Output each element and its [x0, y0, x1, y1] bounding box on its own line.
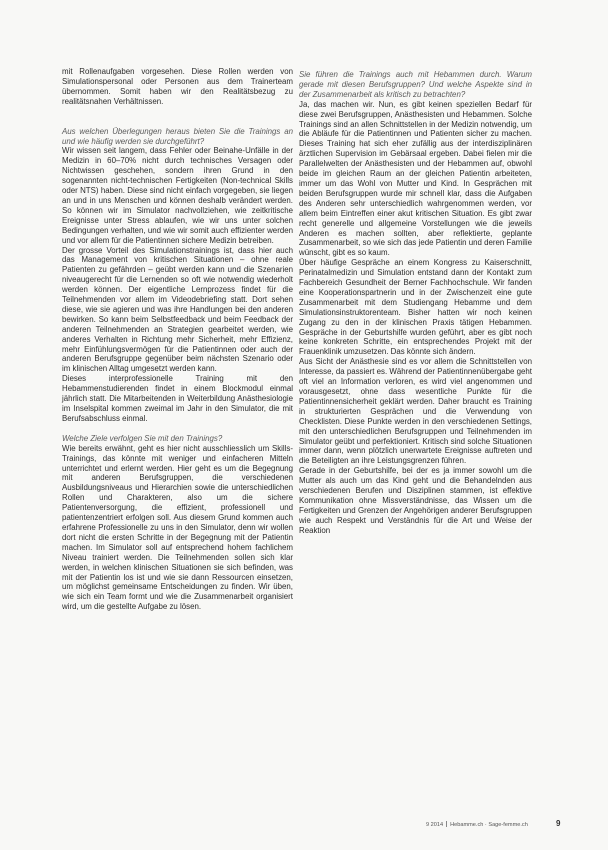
- article-paragraph: Gerade in der Geburtshilfe, bei der es ja immer sowohl um die Mutter als auch um das Kind geht und die Behandelnden aus verschiedenen Berufen und Disziplinen stammen, ist effektive Kommunikation ohne Missverständnisse, das Wissen um die Fertigkeiten und Grenzen der Angehörigen anderer Berufsgruppen wie auch Respekt und Verständnis für die Art und Weise der Reaktion: [299, 466, 532, 535]
- article-paragraph: Über häufige Gespräche an einem Kongress zu Kaiserschnitt, Perinatalmedizin und Simulation entstand dann der Kontakt zum Fachbereich Gesundheit der Berner Fachhochschule. Wir fanden eine Kooperationspartnerin und in der Zwischenzeit eine gute Zusammenarbeit mit dem Studiengang Hebamme und dem Simulationsinstruktorenteam. Bisher hatten wir noch keinen Zugang zu den in der klinischen Praxis tätigen Hebammen. Gespräche in der Geburtshilfe wurden geführt, aber es gibt noch keine konkreten Schritte, ein entsprechendes Projekt mit der Frauenklinik umzusetzen. Das könnte sich ändern.: [299, 258, 532, 357]
- article-paragraph: Ja, das machen wir. Nun, es gibt keinen speziellen Bedarf für diese zwei Berufsgruppen, Anästhesisten und Hebammen. Solche Trainings sind an allen Schnittstellen in der Medizin notwendig, um die Abläufe für die Patientinnen und Patienten sicher zu machen. Dieses Training hat sich eher zufällig aus der interdisziplinären ärztlichen Supervision im Gebärsaal ergeben. Dabei fielen mir die Parallelwelten der Anästhesisten und der Hebammen auf, obwohl beide im gleichen Raum an der gleichen Patientin arbeiteten, immer um das Wohl von Mutter und Kind. In Gesprächen mit beiden Berufsgruppen wurde mir schnell klar, dass die Aufgaben des Anderen sehr unterschiedlich wahrgenommen werden, vor allem beim Eintreffen einer akut kritischen Situation. Es gibt zwar recht generelle und allgemeine Vorstellungen wie die jeweils Anderen es machen sollten, aber reflektierte, geplante Zusammenarbeit, so wie sich das jede Patientin und deren Familie wünscht, gibt es so kaum.: [299, 99, 532, 258]
- article-paragraph: Wir wissen seit langem, dass Fehler oder Beinahe-Unfälle in der Medizin in 60–70% nicht durch technisches Versagen oder Nichtwissen geschehen, sondern ihren Grund in den sogenannten nicht-technischen Fertigkeiten (Non-technical Skills oder NTS) haben. Diese sind nicht einfach vorgegeben, sie liegen an und in uns Menschen und können deshalb verändert werden. So können wir im Simulator nachvollziehen, wie zeitkritische Ereignisse unter Stress ablaufen, wie wir uns unter solchen Bedingungen verhalten, und wie wir somit auch effizienter werden und vor allem für die Patientinnen sichere Medizin betreiben.: [62, 146, 293, 245]
- publication-name: Hebamme.ch · Sage-femme.ch: [450, 822, 528, 828]
- interview-question: Aus welchen Überlegungen heraus bieten Sie die Trainings an und wie häufig werden sie durchgeführt?: [62, 126, 293, 146]
- footer-divider: [446, 821, 447, 827]
- page-number: 9: [556, 819, 561, 828]
- article-paragraph: Dieses interprofessionelle Training mit den Hebammenstudierenden findet in einem Blockmodul einmal jährlich statt. Die Mitarbeitenden in Weiterbildung Anästhesiologie im Inselspital kommen zweimal im Jahr in den Simulator, die mit Berufsabschluss einmal.: [62, 374, 293, 423]
- interview-question: Welche Ziele verfolgen Sie mit den Trainings?: [62, 433, 223, 443]
- right-text-column: [299, 70, 532, 536]
- article-paragraph: Wie bereits erwähnt, geht es hier nicht ausschliesslich um Skills-Trainings, das könnte mit weniger und einfacheren Mitteln unterrichtet und erlernt werden. Hier geht es um die Begegnung mit anderen Berufsgruppen, die verschiedenen Ausbildungsniveaus und Hierarchien sowie die unterschiedlichen Rollen und Charakteren, also um die sichere Patientenversorgung, die effizient, professionell und patientenzentriert erfolgen soll. Aus diesem Grund kommen auch erfahrene Professionelle zu uns in den Simulator, denn wir wollen dort nicht die ersten Schritte in der Begegnung mit der Patientin machen. Im Simulator soll auf entsprechend hohem fachlichem Niveau trainiert werden. Die Teilnehmenden sollen sich klar werden, in welchen klinischen Situationen sie sich befinden, was mit der Patientin los ist und wie sie dann Ressourcen einsetzen, um möglichst gemeinsame Entscheidungen zu finden. Wir üben, wie sich ein Team formt und wie die Zusammenarbeit organisiert wird, um die gestellte Aufgabe zu lösen.: [62, 443, 293, 612]
- article-paragraph: Aus Sicht der Anästhesie sind es vor allem die Schnittstellen von Interesse, da passiert es. Während der Patientinnenübergabe geht oft viel an Information verloren, es wird viel angenommen und vorausgesetzt, ohne dass wesentliche Punkte für die Patientinnensicherheit geklärt werden. Daher braucht es Training in strukturierten Gesprächen und die Verwendung von Checklisten. Diese Punkte werden in den verschiedenen Settings, mit den unterschiedlichen Berufsgruppen und Teilnehmenden im Simulator geübt und perfektioniert. Kritisch sind solche Situationen immer dann, wenn plötzlich unerwartete Ereignisse auftreten und die Beteiligten an ihre Leistungsgrenzen führen.: [299, 357, 532, 466]
- page-footer: [426, 821, 528, 829]
- interview-question: Sie führen die Trainings auch mit Hebammen durch. Warum gerade mit diesen Berufsgruppen? Und welche Aspekte sind in der Zusammenarbeit als kritisch zu betrachten?: [299, 70, 532, 99]
- article-paragraph: Der grosse Vorteil des Simulationstrainings ist, dass hier auch das Management von kritischen Situationen – ohne reale Patienten zu gefährden – geübt werden kann und die Szenarien niveaugerecht für die Lernenden so oft wie notwendig wiederholt werden können. Der eigentliche Lernprozess findet für die Teilnehmenden vor allem im Videodebriefing statt. Dort sehen diese, wie sie agieren und was ihre Handlungen bei den anderen bewirken. So kann beim Selbstfeedback und beim Feedback der anderen Teilnehmenden an Strategien gearbeitet werden, wie anderes Verhalten in Richtung mehr Sicherheit, mehr Effizienz, mehr Einfühlungsvermögen für die Patientinnen oder auch der anderen Berufsgruppe gegenüber beim nächsten Szenario oder im klinischen Alltag umgesetzt werden kann.: [62, 245, 293, 374]
- issue-label: 9 2014: [426, 822, 444, 828]
- article-paragraph: mit Rollenaufgaben vorgesehen. Diese Rollen werden von Simulationspersonal oder Personen aus dem Trainerteam übernommen. Somit haben wir den Realitätsbezug zu realitätsnahen Verhältnissen.: [62, 67, 293, 106]
- left-text-column: [62, 67, 293, 612]
